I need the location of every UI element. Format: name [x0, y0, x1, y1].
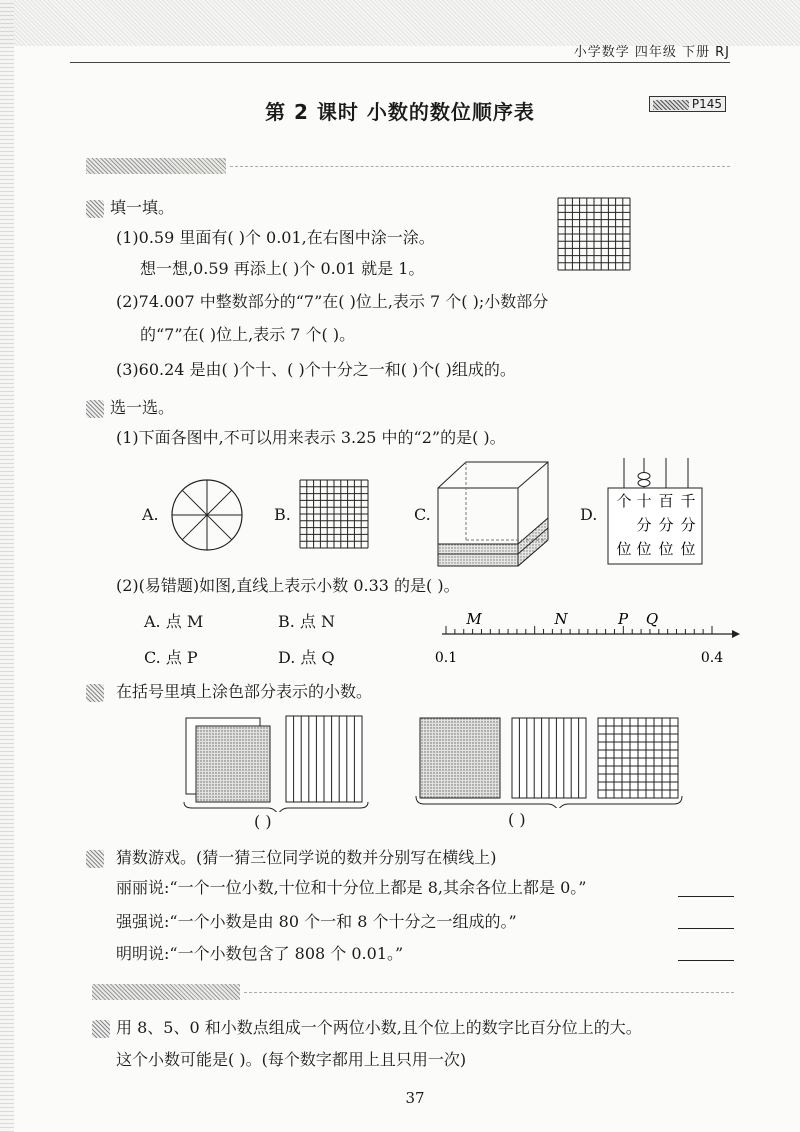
scan-texture-top [0, 0, 800, 46]
option-b-grid [298, 478, 370, 550]
page-number: 37 [405, 1089, 425, 1107]
answer-line-1[interactable] [678, 896, 734, 897]
question-3-heading: 在括号里填上涂色部分表示的小数。 [116, 682, 373, 701]
axis-end-label: 0.4 [700, 650, 724, 666]
option-d-abacus [606, 458, 706, 570]
page-reference-tag [649, 96, 726, 112]
scan-texture-left [0, 0, 14, 1132]
question-3-icon [86, 684, 104, 702]
axis-start-label: 0.1 [434, 650, 458, 666]
answer-paren-1[interactable]: ( ) [254, 812, 272, 831]
section-bar [92, 984, 240, 1000]
q1-line-3: (2)74.007 中整数部分的“7”在( )位上,表示 7 个( );小数部分 [116, 292, 549, 311]
qiangqiang-statement: 强强说:“一个小数是由 80 个一和 8 个十分之一组成的。” [116, 912, 517, 931]
abacus-label: 分 [636, 516, 652, 534]
q1-line-1: (1)0.59 里面有( )个 0.01,在右图中涂一涂。 [116, 228, 435, 247]
option-c-cube [436, 460, 556, 570]
question-5-icon [92, 1020, 110, 1038]
option-d-label: D. [580, 505, 598, 524]
number-line [430, 606, 740, 668]
answer-line-2[interactable] [678, 928, 734, 929]
q2-part-2: (2)(易错题)如图,直线上表示小数 0.33 的是( )。 [116, 576, 460, 595]
point-q-label: Q [645, 610, 659, 628]
question-2-heading: 选一选。 [110, 398, 175, 417]
choice-b: B. 点 N [278, 612, 336, 631]
abacus-label: 十 [636, 492, 652, 510]
q1-line-4: 的“7”在( )位上,表示 7 个( )。 [140, 325, 356, 344]
answer-paren-2[interactable]: ( ) [508, 810, 526, 829]
abacus-label: 位 [680, 540, 696, 558]
header-rule [70, 62, 730, 63]
option-c-label: C. [414, 505, 431, 524]
page-reference-text: P145 [691, 97, 722, 111]
abacus-label: 个 [616, 492, 632, 510]
abacus-label: 百 [658, 492, 674, 510]
point-p-label: P [617, 610, 629, 628]
q1-line-5: (3)60.24 是由( )个十、( )个十分之一和( )个( )组成的。 [116, 360, 516, 379]
option-a-circle [170, 478, 244, 552]
question-2-icon [86, 400, 104, 418]
q5-line-2: 这个小数可能是( )。(每个数字都用上且只用一次) [116, 1050, 467, 1069]
shaded-figure-2 [412, 712, 712, 808]
question-4-icon [86, 850, 104, 868]
book-header: 小学数学 四年级 下册 RJ [573, 45, 730, 60]
abacus-label: 分 [658, 516, 674, 534]
question-4-heading: 猜数游戏。(猜一猜三位同学说的数并分别写在横线上) [116, 848, 497, 867]
answer-line-3[interactable] [678, 960, 734, 961]
q1-line-2: 想一想,0.59 再添上( )个 0.01 就是 1。 [140, 259, 425, 278]
section-bar [86, 158, 226, 174]
abacus-label: 千 [680, 492, 696, 510]
q2-part-1: (1)下面各图中,不可以用来表示 3.25 中的“2”的是( )。 [116, 428, 506, 447]
point-m-label: M [466, 610, 482, 628]
tag-decoration-icon [653, 100, 689, 110]
abacus-label: 分 [680, 516, 696, 534]
question-1-icon [86, 200, 104, 218]
section-divider [244, 992, 734, 993]
option-b-label: B. [274, 505, 291, 524]
point-n-label: N [554, 610, 568, 628]
question-1-heading: 填一填。 [110, 198, 175, 217]
choice-d: D. 点 Q [278, 648, 335, 667]
lesson-title: 第 2 课时 小数的数位顺序表 [265, 100, 535, 124]
abacus-label: 位 [658, 540, 674, 558]
choice-c: C. 点 P [144, 648, 198, 667]
abacus-label: 位 [616, 540, 632, 558]
abacus-label: 位 [636, 540, 652, 558]
lili-statement: 丽丽说:“一个一位小数,十位和十分位上都是 8,其余各位上都是 0。” [116, 878, 587, 897]
choice-a: A. 点 M [144, 612, 204, 631]
shaded-figure-1 [182, 712, 372, 812]
hundred-grid[interactable] [556, 196, 632, 272]
section-divider [230, 166, 730, 167]
option-a-label: A. [142, 505, 159, 524]
q5-line-1: 用 8、5、0 和小数点组成一个两位小数,且个位上的数字比百分位上的大。 [116, 1018, 642, 1037]
mingming-statement: 明明说:“一个小数包含了 808 个 0.01。” [116, 944, 404, 963]
